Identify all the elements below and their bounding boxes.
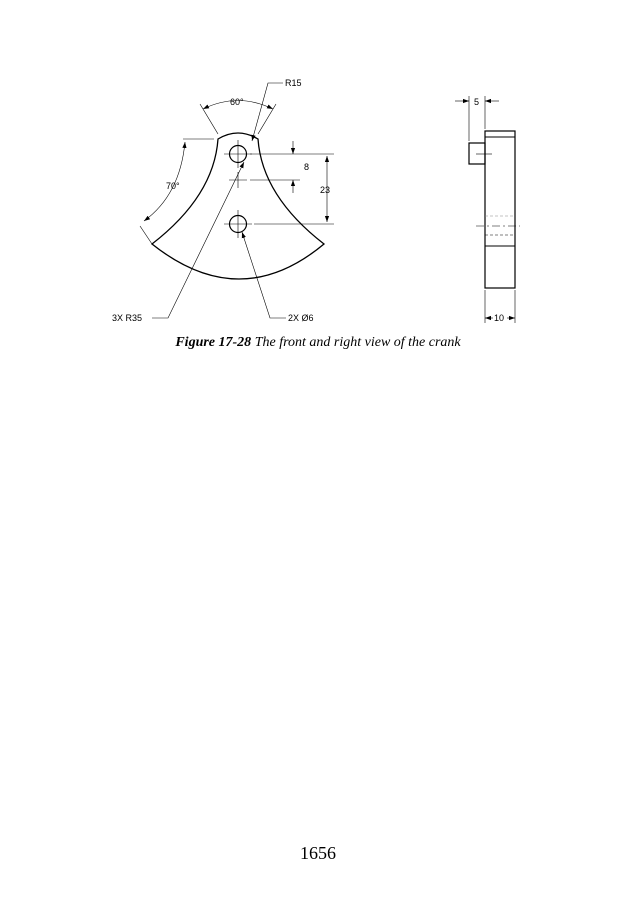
page-number: 1656	[300, 843, 336, 863]
angle-70-label: 70°	[166, 181, 180, 191]
r15-label: R15	[285, 78, 302, 88]
r15-leader	[252, 83, 283, 141]
dimension-23-label: 23	[320, 185, 331, 195]
figure-caption-text: The front and right view of the crank	[254, 335, 461, 350]
right-view	[455, 96, 520, 323]
side-boss	[469, 143, 485, 164]
r35-label: 3X R35	[112, 313, 143, 323]
angle-60-label: 60°	[230, 97, 244, 107]
dimension-8	[250, 141, 300, 193]
center-lines	[224, 140, 252, 238]
dimension-8-label: 8	[304, 162, 310, 172]
figure-caption	[0, 335, 636, 351]
figure-label: Figure 17-28	[175, 335, 252, 350]
dimension-10-label: 10	[494, 313, 505, 323]
angle-70-dimension	[140, 139, 214, 244]
front-view	[112, 78, 334, 323]
crank-technical-drawing	[0, 0, 636, 360]
hole-diameter-leader	[242, 232, 286, 318]
hole-diameter-label: 2X Ø6	[288, 313, 314, 323]
side-body	[485, 131, 515, 288]
dimension-5-label: 5	[474, 97, 480, 107]
